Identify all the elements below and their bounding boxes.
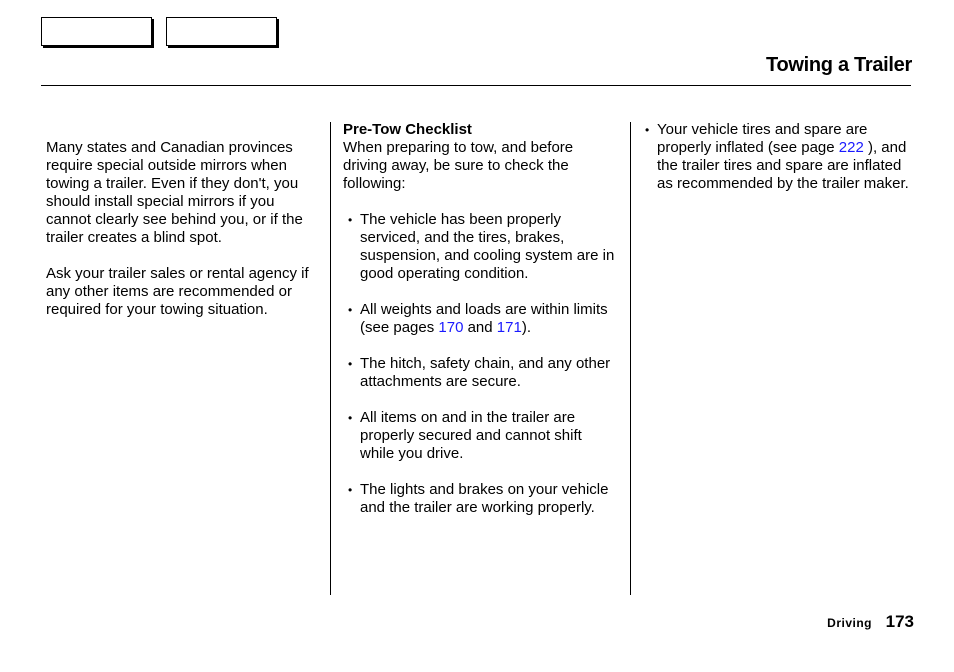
page-title: Towing a Trailer xyxy=(766,54,912,76)
right-column xyxy=(644,121,914,193)
page-link-222[interactable]: 222 xyxy=(838,139,864,156)
bullet-icon: • xyxy=(348,213,353,227)
page-link-171[interactable]: 171 xyxy=(496,319,522,336)
bullet-icon: • xyxy=(645,123,650,137)
footer-section-label: Driving xyxy=(827,616,872,630)
list-item xyxy=(343,481,619,517)
column-divider-1 xyxy=(330,122,331,595)
list-item-text: All items on and in the trailer are properly secured and cannot shift while you drive. xyxy=(360,409,582,462)
page-number: 173 xyxy=(885,612,914,631)
bullet-icon: • xyxy=(348,411,353,425)
list-item xyxy=(343,211,619,283)
list-item-text: ). xyxy=(521,319,531,336)
page-link-170[interactable]: 170 xyxy=(438,319,464,336)
index-nav-button[interactable] xyxy=(166,17,277,46)
other-items-paragraph: Ask your trailer sales or rental agency if any other items are recommended or required for your towing situation. xyxy=(46,265,309,318)
list-item-text: Your vehicle tires and spare are properly inflated (see page xyxy=(657,121,868,156)
checklist-heading: Pre-Tow Checklist xyxy=(343,121,472,138)
list-item-text: The hitch, safety chain, and any other attachments are secure. xyxy=(360,355,611,390)
list-item-text: The lights and brakes on your vehicle and the trailer are working properly. xyxy=(360,481,609,516)
list-item xyxy=(343,301,619,337)
checklist-intro: When preparing to tow, and before driving away, be sure to check the following: xyxy=(343,139,574,192)
list-item-text: ), and the trailer tires and spare are inflated as recommended by the trailer maker. xyxy=(657,139,909,192)
list-item-text: All weights and loads are within limits (see pages xyxy=(360,301,608,336)
bullet-icon: • xyxy=(348,357,353,371)
contents-nav-button[interactable] xyxy=(41,17,152,46)
list-item-text: and xyxy=(463,319,497,336)
bullet-icon: • xyxy=(348,303,353,317)
left-column xyxy=(46,139,322,319)
middle-column xyxy=(343,121,619,517)
list-item-text: The vehicle has been properly serviced, and the tires, brakes, suspension, and cooling system are in good operating condition. xyxy=(360,211,615,282)
list-item xyxy=(343,409,619,463)
mirrors-paragraph: Many states and Canadian provinces require special outside mirrors when towing a trailer. Even if they don't, you should install special mirrors if you cannot clearly see behind you, or if the trailer creates a blind spot. xyxy=(46,139,303,246)
column-divider-2 xyxy=(630,122,631,595)
list-item xyxy=(644,121,914,193)
list-item xyxy=(343,355,619,391)
bullet-icon: • xyxy=(348,483,353,497)
header-rule xyxy=(41,85,911,86)
